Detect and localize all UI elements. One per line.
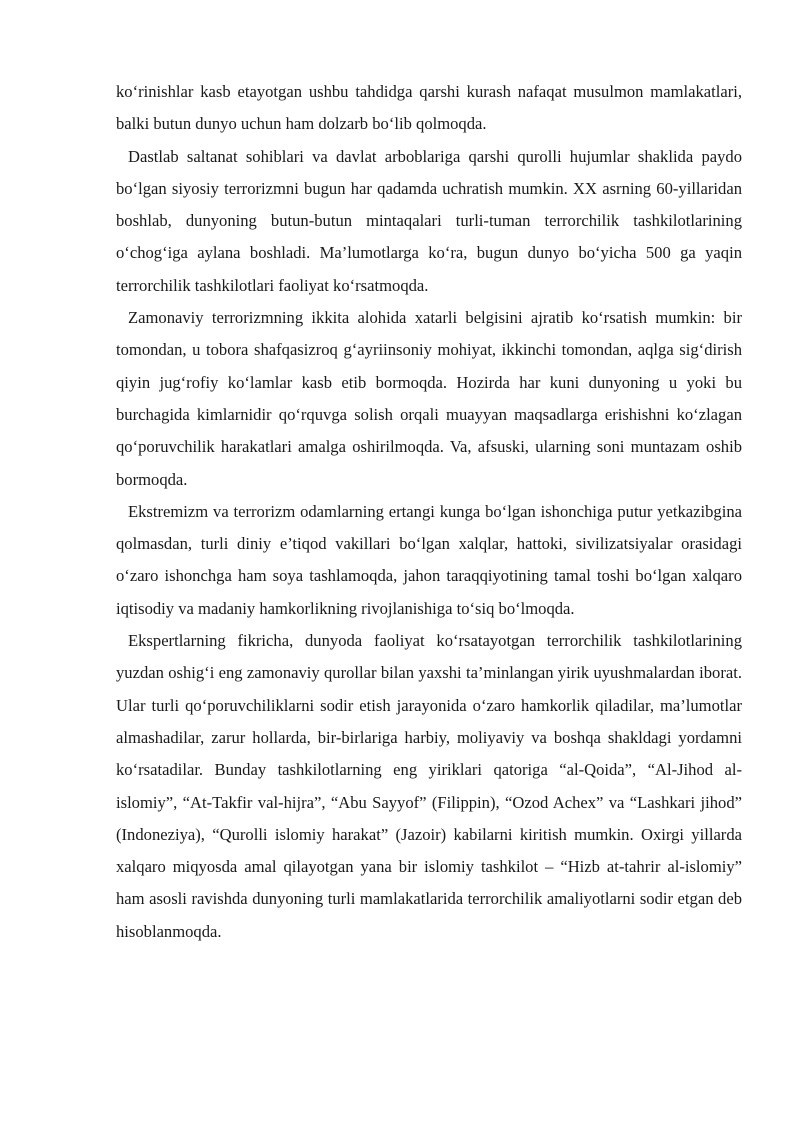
document-page <box>116 76 742 948</box>
paragraph-continuation: ko‘rinishlar kasb etayotgan ushbu tahdidga qarshi kurash nafaqat musulmon mamlakatlari, balki butun dunyo uchun ham dolzarb bo‘lib qolmoqda. <box>116 82 742 134</box>
paragraph-modern-terrorism-signs: Zamonaviy terrorizmning ikkita alohida xatarli belgisini ajratib ko‘rsatish mumkin: bir tomondan, u tobora shafqasizroq g‘ayriinsoniy mohiyat, ikkinchi tomondan, aqlga sig‘dirish qiyin jug‘rofiy ko‘lamlar kasb etib bormoqda. Hozirda har kuni dunyoning u yoki bu burchagida kimlarnidir qo‘rquvga solish orqali muayyan maqsadlarga erishishni ko‘zlagan qo‘poruvchilik harakatlari amalga oshirilmoqda. Va, afsuski, ularning soni muntazam oshib bormoqda. <box>116 308 742 489</box>
paragraph-extremism-impact: Ekstremizm va terrorizm odamlarning ertangi kunga bo‘lgan ishonchiga putur yetkazibgina qolmasdan, turli diniy e’tiqod vakillari bo‘lgan xalqlar, hattoki, sivilizatsiyalar orasidagi o‘zaro ishonchga ham soya tashlamoqda, jahon taraqqiyotining tamal toshi bo‘lgan xalqaro iqtisodiy va madaniy hamkorlikning rivojlanishiga to‘siq bo‘lmoqda. <box>116 501 742 618</box>
paragraph-political-terrorism: Dastlab saltanat sohiblari va davlat arboblariga qarshi qurolli hujumlar shaklida paydo bo‘lgan siyosiy terrorizmni bugun har qadamda uchratish mumkin. XX asrning 60-yillaridan boshlab, dunyoning butun-butun mintaqalari turli-tuman terrorchilik tashkilotlarining o‘chog‘iga aylana boshladi. Ma’lumotlarga ko‘ra, bugun dunyo bo‘yicha 500 ga yaqin terrorchilik tashkilotlari faoliyat ko‘rsatmoqda. <box>116 146 742 295</box>
paragraph-expert-opinion: Ekspertlarning fikricha, dunyoda faoliyat ko‘rsatayotgan terrorchilik tashkilotlarining yuzdan oshig‘i eng zamonaviy qurollar bilan yaxshi ta’minlangan yirik uyushmalardan iborat. Ular turli qo‘poruvchiliklarni sodir etish jarayonida o‘zaro hamkorlik qiladilar, ma’lumotlar almashadilar, zarur hollarda, bir-birlariga harbiy, moliyaviy va boshqa shakldagi yordamni ko‘rsatadilar. Bunday tashkilotlarning eng yiriklari qatoriga “al-Qoida”, “Al-Jihod al-islomiy”, “At-Takfir val-hijra”, “Abu Sayyof” (Filippin), “Ozod Achex” va “Lashkari jihod” (Indoneziya), “Qurolli islomiy harakat” (Jazoir) kabilarni kiritish mumkin. Oxirgi yillarda xalqaro miqyosda amal qilayotgan yana bir islomiy tashkilot – “Hizb at-tahrir al-islomiy” ham asosli ravishda dunyoning turli mamlakatlarida terrorchilik amaliyotlarni sodir etgan deb hisoblanmoqda. <box>116 631 742 941</box>
